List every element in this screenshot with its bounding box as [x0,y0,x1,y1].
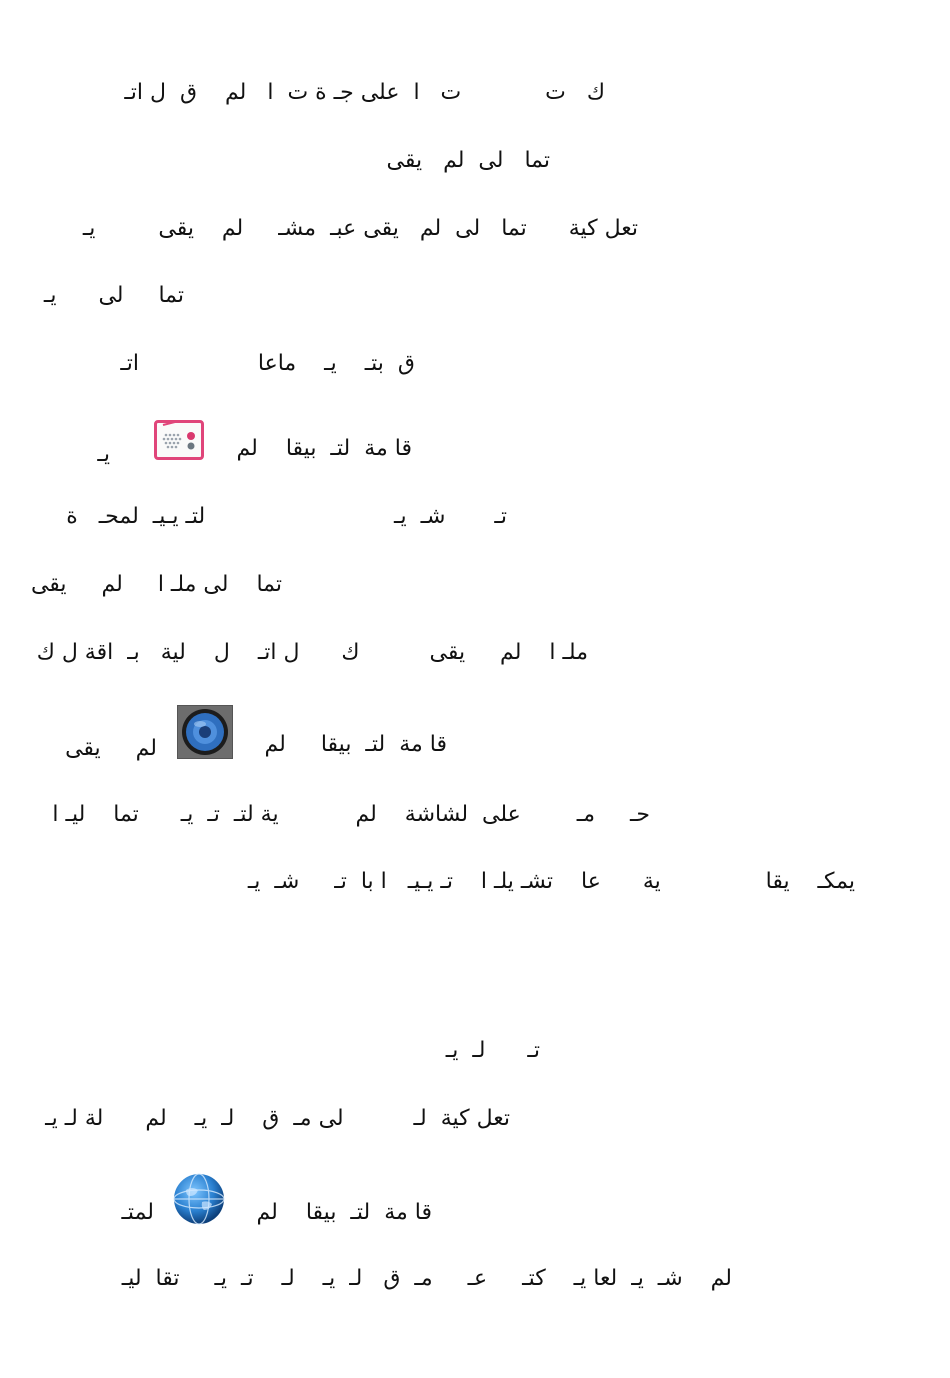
text-line-3: تعل كية تما لى لم يقى عبـ مشـ لم يقى يـ [82,216,638,241]
text-line-18: لمتـ [121,1200,154,1225]
text-line-4: تما لى يـ [43,283,184,308]
speaker-icon [177,705,233,759]
text-line-9: تما لى ملـ ا لم يقى [30,572,282,597]
text-line-13: حـ مـ على لشاشة لم ية لتـ تـ يـ تما ليـ ا [52,802,650,827]
text-line-5: ق بتـ يـ ماعا اتـ [120,351,415,376]
text-line-19: لم شـ يـ لعا يـ كتـ عـ مـ ق لـ يـ لـ تـ يـ تقا ليـ [121,1266,732,1291]
text-line-2: تما لى لم يقى [386,148,550,173]
globe-icon [172,1172,226,1226]
text-line-12: لم يقى [65,736,157,761]
text-line-14: يمكـ يقا ية عا تشـ يلـ ا تـ يـيـ ا با تـ شـ يـ [247,869,855,894]
text-line-16: تعل كية لـ لى مـ ق لـ يـ لم لة لـ يـ [45,1106,510,1131]
text-line-11: قا مة لتـ بيقا لم [264,732,447,757]
text-line-1: ك ت ت ا على جـ ة ت ا لم ق ل اتـ [124,80,605,105]
text-line-10: ملـ ا لم يقى ك ل اتـ ل لية بـ اقة ل ك [36,640,588,665]
text-line-17: قا مة لتـ بيقا لم [256,1200,432,1225]
text-line-8: تـ شـ يـ لتـ يـيـ لمحـ ة [66,504,507,529]
text-line-6: قا مة لتـ بيقا لم [236,436,412,461]
radio-icon [154,420,204,460]
text-line-15: تـ لـ يـ [445,1038,540,1063]
text-line-7: يـ [97,442,110,467]
